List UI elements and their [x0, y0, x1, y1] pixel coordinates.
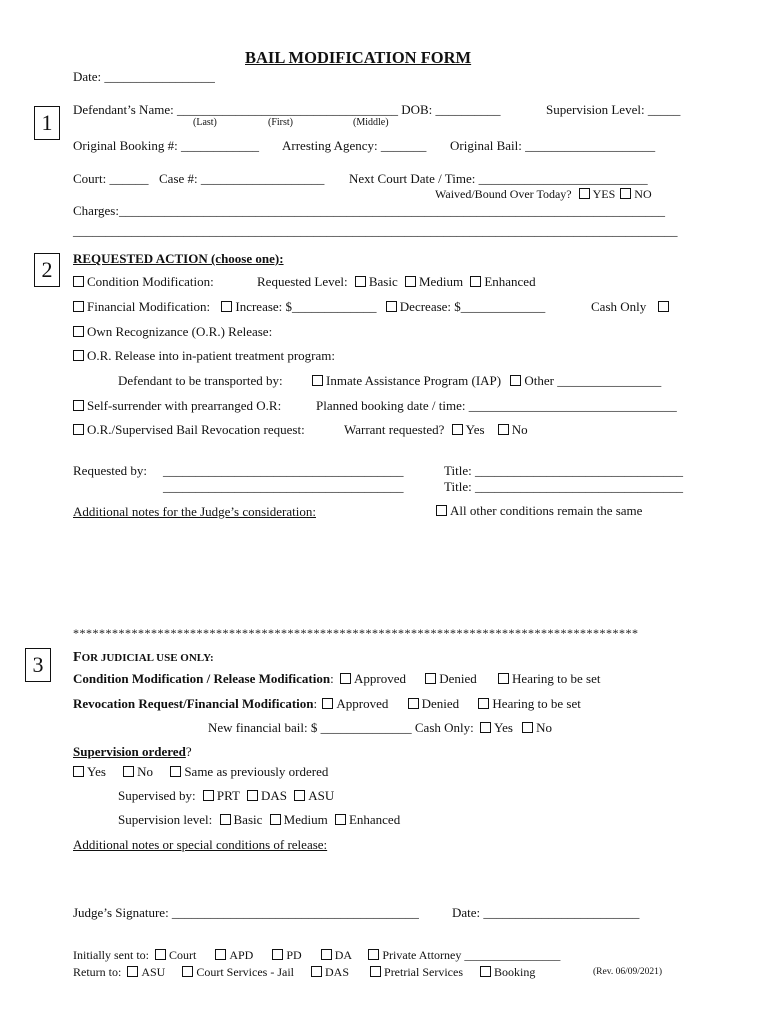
return-pretrial-label: Pretrial Services	[384, 965, 463, 979]
return-pretrial-checkbox[interactable]	[370, 966, 381, 977]
level-basic-checkbox[interactable]	[355, 276, 366, 287]
supervision-same-label: Same as previously ordered	[184, 764, 329, 779]
sup-basic-checkbox[interactable]	[220, 814, 231, 825]
section-number-3: 3	[25, 648, 51, 682]
revocation-checkbox[interactable]	[73, 424, 84, 435]
revocation-hearing-label: Hearing to be set	[492, 696, 581, 711]
level-basic-label: Basic	[368, 274, 398, 289]
sent-da-label: DA	[334, 948, 352, 962]
supervision-ordered-heading	[73, 745, 192, 758]
warrant-yes-checkbox[interactable]	[452, 424, 463, 435]
initially-sent-row	[73, 949, 560, 961]
iap-checkbox[interactable]	[312, 375, 323, 386]
sub-label-first: (First)	[268, 117, 293, 128]
increase-field[interactable]: Increase: $_____________	[235, 299, 377, 314]
all-other-row	[436, 504, 642, 517]
new-financial-bail-row	[208, 721, 552, 734]
revocation-label: O.R./Supervised Bail Revocation request:	[87, 422, 305, 437]
revocation-denied-checkbox[interactable]	[408, 698, 419, 709]
special-conditions-label: Additional notes or special conditions of release:	[73, 837, 328, 852]
judge-signature-field[interactable]: Judge’s Signature: ______________________________________	[73, 905, 419, 920]
increase-checkbox[interactable]	[221, 301, 232, 312]
court-field[interactable]: Court: ______	[73, 171, 149, 186]
transport-options	[312, 374, 661, 387]
other-field[interactable]: Other ________________	[524, 373, 662, 388]
form-title: BAIL MODIFICATION FORM	[245, 48, 472, 67]
revocation-hearing-checkbox[interactable]	[478, 698, 489, 709]
self-surrender-checkbox[interactable]	[73, 400, 84, 411]
revocation-approved-label: Approved	[336, 696, 389, 711]
section-number-2: 2	[34, 253, 60, 287]
supervision-ordered-row	[73, 765, 328, 778]
sup-enhanced-checkbox[interactable]	[335, 814, 346, 825]
waived-no-checkbox[interactable]	[620, 188, 631, 199]
arresting-agency-field[interactable]: Arresting Agency: _______	[282, 138, 427, 153]
revocation-approved-checkbox[interactable]	[322, 698, 333, 709]
waived-row	[435, 188, 652, 200]
supervised-by-row	[118, 789, 334, 802]
sent-private-attorney-checkbox[interactable]	[368, 949, 379, 960]
return-das-label: DAS	[325, 965, 350, 979]
sent-private-attorney-field[interactable]: Private Attorney ________________	[382, 948, 561, 962]
transported-by-label: Defendant to be transported by:	[118, 373, 283, 388]
charges-line-2[interactable]: _____________________________________________________________________________________________	[73, 223, 678, 238]
supervision-level-label: Supervision level:	[118, 812, 213, 827]
requested-by-title-field-2[interactable]: Title: ________________________________	[444, 479, 683, 494]
sup-medium-label: Medium	[283, 812, 328, 827]
das-label: DAS	[260, 788, 287, 803]
requested-by-signature-line[interactable]: _____________________________________	[163, 463, 404, 478]
supervision-yes-checkbox[interactable]	[73, 766, 84, 777]
return-to-label: Return to:	[73, 965, 122, 979]
condition-mod-row	[73, 275, 214, 288]
condition-approved-label: Approved	[353, 671, 406, 686]
sent-apd-label: APD	[229, 948, 254, 962]
judge-date-field[interactable]: Date: ________________________	[452, 905, 640, 920]
das-checkbox[interactable]	[247, 790, 258, 801]
return-booking-checkbox[interactable]	[480, 966, 491, 977]
condition-hearing-label: Hearing to be set	[512, 671, 601, 686]
prt-checkbox[interactable]	[203, 790, 214, 801]
condition-denied-label: Denied	[439, 671, 477, 686]
requested-action-heading: REQUESTED ACTION (choose one):	[73, 251, 284, 266]
financial-mod-row	[73, 300, 545, 313]
warrant-no-checkbox[interactable]	[498, 424, 509, 435]
waived-yes-label: YES	[592, 187, 616, 201]
supervision-no-label: No	[137, 764, 154, 779]
asu-checkbox[interactable]	[294, 790, 305, 801]
judicial-use-heading	[73, 650, 214, 665]
level-medium-checkbox[interactable]	[405, 276, 416, 287]
return-asu-checkbox[interactable]	[127, 966, 138, 977]
return-booking-label: Booking	[494, 965, 536, 979]
sent-pd-label: PD	[286, 948, 302, 962]
judicial-heading-initial: F	[73, 650, 82, 665]
revision-date: (Rev. 06/09/2021)	[593, 967, 663, 977]
requested-by-signature-line-2[interactable]: _____________________________________	[163, 479, 404, 494]
supervision-level-field[interactable]: Supervision Level: _____	[546, 102, 681, 117]
prt-label: PRT	[216, 788, 240, 803]
warrant-yes-label: Yes	[465, 422, 485, 437]
or-release-checkbox[interactable]	[73, 326, 84, 337]
sup-medium-checkbox[interactable]	[270, 814, 281, 825]
sent-court-label: Court	[169, 948, 197, 962]
sent-court-checkbox[interactable]	[155, 949, 166, 960]
sub-label-last: (Last)	[193, 117, 217, 128]
cash-only-no-label: No	[536, 720, 553, 735]
supervision-level-row	[118, 813, 400, 826]
financial-mod-checkbox[interactable]	[73, 301, 84, 312]
additional-notes-label: Additional notes for the Judge’s consideration:	[73, 504, 316, 519]
condition-hearing-checkbox[interactable]	[498, 673, 509, 684]
cash-only-checkbox[interactable]	[658, 301, 669, 312]
condition-denied-checkbox[interactable]	[425, 673, 436, 684]
iap-label: Inmate Assistance Program (IAP)	[326, 373, 502, 388]
judicial-heading-rest: OR JUDICIAL USE ONLY:	[81, 652, 214, 664]
decrease-checkbox[interactable]	[386, 301, 397, 312]
original-bail-field[interactable]: Original Bail: ____________________	[450, 138, 656, 153]
sent-pd-checkbox[interactable]	[272, 949, 283, 960]
all-other-checkbox[interactable]	[436, 505, 447, 516]
condition-mod-label: Condition Modification:	[87, 274, 214, 289]
level-enhanced-label: Enhanced	[484, 274, 536, 289]
financial-mod-label: Financial Modification:	[87, 299, 211, 314]
revocation-financial-row: Revocation Request/Financial Modification: Approved Denied Hearing to be set	[73, 696, 581, 711]
sent-apd-checkbox[interactable]	[215, 949, 226, 960]
section-separator: ***************************************************************************************	[73, 626, 639, 640]
waived-yes-checkbox[interactable]	[579, 188, 590, 199]
or-release-row	[73, 325, 272, 338]
defendant-name-line[interactable]: Defendant’s Name: __________________________________ DOB: __________	[73, 102, 501, 117]
next-court-date-field[interactable]: Next Court Date / Time: __________________________	[349, 171, 648, 186]
all-other-label: All other conditions remain the same	[450, 503, 643, 518]
warrant-row	[344, 423, 528, 436]
return-court-services-label: Court Services - Jail	[196, 965, 294, 979]
or-inpatient-checkbox[interactable]	[73, 350, 84, 361]
revocation-financial-label: Revocation Request/Financial Modification	[73, 696, 314, 711]
waived-label: Waived/Bound Over Today?	[435, 187, 572, 201]
section-number-1: 1	[34, 106, 60, 140]
asu-label: ASU	[308, 788, 335, 803]
decrease-field[interactable]: Decrease: $_____________	[399, 299, 546, 314]
cash-only-row	[591, 300, 672, 313]
case-number-field[interactable]: Case #: ___________________	[159, 171, 325, 186]
level-medium-label: Medium	[419, 274, 464, 289]
supervision-no-checkbox[interactable]	[123, 766, 134, 777]
return-to-row	[73, 966, 535, 978]
condition-release-row: Condition Modification / Release Modification: Approved Denied Hearing to be set	[73, 671, 601, 686]
sup-enhanced-label: Enhanced	[348, 812, 401, 827]
warrant-label: Warrant requested?	[344, 422, 445, 437]
supervision-same-checkbox[interactable]	[170, 766, 181, 777]
supervised-by-label: Supervised by:	[118, 788, 196, 803]
new-financial-bail-field[interactable]: New financial bail: $ ______________ Cash Only:	[208, 720, 474, 735]
supervision-yes-label: Yes	[87, 764, 106, 779]
cash-only-yes-label: Yes	[494, 720, 513, 735]
sup-basic-label: Basic	[233, 812, 263, 827]
supervision-ordered-qmark: ?	[185, 744, 192, 759]
or-inpatient-row	[73, 349, 335, 362]
booking-number-field[interactable]: Original Booking #: ____________	[73, 138, 259, 153]
other-checkbox[interactable]	[510, 375, 521, 386]
requested-level-label: Requested Level:	[257, 274, 348, 289]
or-inpatient-label: O.R. Release into in-patient treatment program:	[87, 348, 336, 363]
cash-only-no-checkbox[interactable]	[522, 722, 533, 733]
waived-no-label: NO	[634, 187, 652, 201]
cash-only-yes-checkbox[interactable]	[480, 722, 491, 733]
self-surrender-row	[73, 399, 281, 412]
supervision-ordered-label: Supervision ordered	[73, 744, 186, 759]
or-release-label: Own Recognizance (O.R.) Release:	[87, 324, 273, 339]
charges-field[interactable]: Charges:____________________________________________________________________________________	[73, 203, 665, 218]
self-surrender-label: Self-surrender with prearranged O.R:	[87, 398, 282, 413]
requested-by-title-field[interactable]: Title: ________________________________	[444, 463, 683, 478]
initially-sent-label: Initially sent to:	[73, 948, 149, 962]
warrant-no-label: No	[511, 422, 528, 437]
requested-level-row	[257, 275, 536, 288]
return-asu-label: ASU	[141, 965, 166, 979]
sub-label-middle: (Middle)	[353, 117, 389, 128]
return-das-checkbox[interactable]	[311, 966, 322, 977]
condition-release-label: Condition Modification / Release Modification	[73, 671, 331, 686]
condition-mod-checkbox[interactable]	[73, 276, 84, 287]
return-court-services-checkbox[interactable]	[182, 966, 193, 977]
level-enhanced-checkbox[interactable]	[470, 276, 481, 287]
revocation-row	[73, 423, 305, 436]
cash-only-label: Cash Only	[591, 299, 647, 314]
sent-da-checkbox[interactable]	[321, 949, 332, 960]
date-field[interactable]: Date: _________________	[73, 69, 215, 84]
planned-booking-field[interactable]: Planned booking date / time: ________________________________	[316, 398, 677, 413]
condition-approved-checkbox[interactable]	[340, 673, 351, 684]
requested-by-label: Requested by:	[73, 463, 148, 478]
revocation-denied-label: Denied	[421, 696, 460, 711]
